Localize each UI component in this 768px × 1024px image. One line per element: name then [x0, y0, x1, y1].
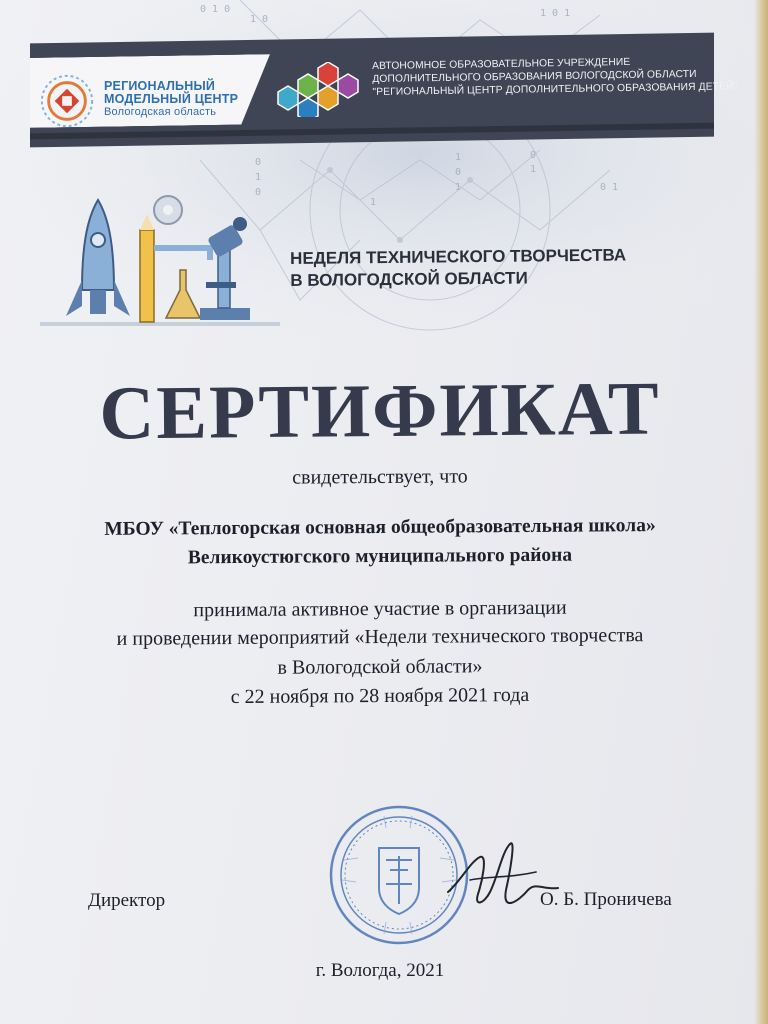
body-text-line1: принимала активное участие в организации [193, 596, 567, 622]
svg-text:1 0 1: 1 0 1 [540, 8, 571, 19]
event-title [290, 244, 626, 292]
certificate-title: СЕРТИФИКАТ [99, 366, 661, 456]
svg-text:1: 1 [255, 172, 262, 183]
regional-model-center-logo-icon [38, 72, 96, 130]
organization-name [372, 55, 738, 99]
svg-text:1: 1 [370, 197, 377, 208]
director-name: О. Б. Проничева [540, 889, 672, 910]
rmc-region: Вологодская область [104, 106, 217, 118]
org-line1: АВТОНОМНОЕ ОБРАЗОВАТЕЛЬНОЕ УЧРЕЖДЕНИЕ [372, 56, 631, 72]
frame-edge [754, 0, 768, 1024]
testifies-text: свидетельствует, что [292, 465, 468, 489]
regional-center-hexagon-logo-icon [260, 62, 365, 117]
org-line3: "РЕГИОНАЛЬНЫЙ ЦЕНТР ДОПОЛНИТЕЛЬНОГО ОБРАЗОВАНИЯ ДЕТЕЙ" [372, 81, 738, 98]
science-illustration-icon [40, 190, 280, 332]
rmc-line1: РЕГИОНАЛЬНЫЙ [104, 79, 216, 93]
svg-text:0 1: 0 1 [600, 182, 619, 193]
org-line2: ДОПОЛНИТЕЛЬНОГО ОБРАЗОВАНИЯ ВОЛОГОДСКОЙ ОБЛАСТИ [372, 68, 697, 85]
recipient-name: МБОУ «Теплогорская основная общеобразовательная школа» [104, 515, 656, 540]
event-title-line2: В ВОЛОГОДСКОЙ ОБЛАСТИ [290, 268, 528, 290]
event-dates: с 22 ноября по 28 ноября 2021 года [230, 683, 530, 709]
place-and-year: г. Вологда, 2021 [315, 960, 445, 981]
svg-text:0: 0 [530, 150, 537, 161]
director-title: Директор [88, 890, 166, 911]
body-text-line2: и проведении мероприятий «Недели технического творчества [116, 624, 644, 650]
svg-text:1: 1 [455, 182, 462, 193]
regional-model-center-name [104, 80, 238, 119]
body-text-line3: в Вологодской области» [277, 655, 483, 679]
svg-text:0: 0 [455, 167, 462, 178]
recipient-district: Великоустюгского муниципального района [187, 544, 573, 569]
event-title-line1: НЕДЕЛЯ ТЕХНИЧЕСКОГО ТВОРЧЕСТВА [290, 245, 627, 268]
svg-text:1: 1 [530, 164, 537, 175]
svg-text:1 0: 1 0 [250, 14, 269, 25]
svg-text:0 1 0: 0 1 0 [200, 4, 231, 15]
svg-text:0: 0 [255, 187, 262, 198]
rmc-line2: МОДЕЛЬНЫЙ ЦЕНТР [104, 92, 239, 106]
svg-text:1: 1 [455, 152, 462, 163]
svg-text:0: 0 [255, 157, 262, 168]
